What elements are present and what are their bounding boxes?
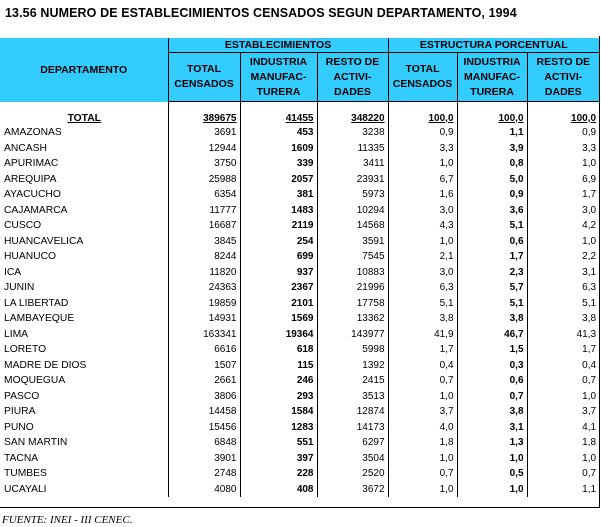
cell-resto: 14173 bbox=[317, 420, 388, 436]
cell-censados-pct: 1,0 bbox=[388, 451, 457, 467]
cell-resto: 3504 bbox=[317, 451, 388, 467]
table-row bbox=[0, 327, 599, 343]
cell-industria-pct: 5,1 bbox=[457, 296, 527, 312]
cell-resto-pct: 2,2 bbox=[527, 249, 599, 265]
source-note: FUENTE: INEI - III CENEC. bbox=[2, 514, 133, 526]
col-header-total-censados: TOTAL CENSADOS bbox=[168, 53, 240, 102]
total-resto-pct: 100,0 bbox=[527, 102, 599, 126]
cell-resto: 17758 bbox=[317, 296, 388, 312]
cell-censados: 3806 bbox=[168, 389, 240, 405]
col-header-resto: RESTO DE ACTIVI- DADES bbox=[317, 53, 388, 102]
cell-resto-pct: 4,2 bbox=[527, 218, 599, 234]
page-title: 13.56 NUMERO DE ESTABLECIMIENTOS CENSADOS SEGUN DEPARTAMENTO, 1994 bbox=[5, 6, 517, 20]
cell-resto-pct: 1,1 bbox=[527, 482, 599, 498]
table-row bbox=[0, 311, 599, 327]
cell-resto: 2415 bbox=[317, 373, 388, 389]
cell-industria-pct: 46,7 bbox=[457, 327, 527, 343]
cell-censados: 6848 bbox=[168, 435, 240, 451]
table-row bbox=[0, 404, 599, 420]
cell-censados: 1507 bbox=[168, 358, 240, 374]
cell-industria: 2119 bbox=[240, 218, 317, 234]
cell-industria-pct: 0,9 bbox=[457, 187, 527, 203]
cell-name: LORETO bbox=[4, 344, 47, 356]
cell-resto-pct: 1,0 bbox=[527, 156, 599, 172]
data-table bbox=[0, 38, 599, 497]
cell-name: HUANUCO bbox=[4, 251, 57, 263]
cell-name: ICA bbox=[4, 266, 22, 278]
cell-resto-pct: 3,8 bbox=[527, 311, 599, 327]
cell-name: LA LIBERTAD bbox=[4, 297, 69, 309]
cell-industria: 293 bbox=[240, 389, 317, 405]
cell-industria-pct: 3,8 bbox=[457, 404, 527, 420]
cell-resto-pct: 1,0 bbox=[527, 451, 599, 467]
cell-name: LIMA bbox=[4, 328, 29, 340]
cell-name: PUNO bbox=[4, 421, 34, 433]
table-row bbox=[0, 342, 599, 358]
cell-resto-pct: 0,4 bbox=[527, 358, 599, 374]
cell-resto: 23931 bbox=[317, 172, 388, 188]
cell-industria: 453 bbox=[240, 125, 317, 141]
cell-resto: 14568 bbox=[317, 218, 388, 234]
cell-censados-pct: 5,1 bbox=[388, 296, 457, 312]
cell-censados-pct: 1,7 bbox=[388, 342, 457, 358]
cell-censados-pct: 0,9 bbox=[388, 125, 457, 141]
table-row bbox=[0, 280, 599, 296]
cell-resto-pct: 1,7 bbox=[527, 187, 599, 203]
cell-industria-pct: 0,6 bbox=[457, 373, 527, 389]
cell-industria-pct: 1,5 bbox=[457, 342, 527, 358]
table-row bbox=[0, 373, 599, 389]
total-censados: 389675 bbox=[168, 102, 240, 126]
cell-resto-pct: 1,0 bbox=[527, 234, 599, 250]
cell-name: MOQUEGUA bbox=[4, 375, 66, 387]
cell-industria: 1584 bbox=[240, 404, 317, 420]
total-label: TOTAL bbox=[67, 113, 101, 124]
cell-censados-pct: 6,7 bbox=[388, 172, 457, 188]
table-row bbox=[0, 435, 599, 451]
cell-industria-pct: 0,6 bbox=[457, 234, 527, 250]
col-header-total-pct: TOTAL CENSADOS bbox=[388, 53, 457, 102]
cell-industria: 1609 bbox=[240, 141, 317, 157]
cell-name: TACNA bbox=[4, 452, 39, 464]
cell-censados-pct: 2,1 bbox=[388, 249, 457, 265]
cell-censados: 6616 bbox=[168, 342, 240, 358]
cell-name: AREQUIPA bbox=[4, 173, 57, 185]
cell-resto: 3591 bbox=[317, 234, 388, 250]
cell-industria-pct: 5,7 bbox=[457, 280, 527, 296]
table-row bbox=[0, 218, 599, 234]
total-industria-pct: 100,0 bbox=[457, 102, 527, 126]
cell-censados-pct: 0,4 bbox=[388, 358, 457, 374]
cell-resto: 3411 bbox=[317, 156, 388, 172]
cell-resto-pct: 41,3 bbox=[527, 327, 599, 343]
table-row bbox=[0, 451, 599, 467]
cell-industria: 699 bbox=[240, 249, 317, 265]
cell-resto: 5973 bbox=[317, 187, 388, 203]
cell-resto-pct: 3,3 bbox=[527, 141, 599, 157]
table-row bbox=[0, 156, 599, 172]
cell-censados: 6354 bbox=[168, 187, 240, 203]
table-row bbox=[0, 482, 599, 498]
cell-industria-pct: 1,1 bbox=[457, 125, 527, 141]
group-header-estructura: ESTRUCTURA PORCENTUAL bbox=[388, 38, 599, 53]
cell-industria: 339 bbox=[240, 156, 317, 172]
cell-censados: 3691 bbox=[168, 125, 240, 141]
cell-industria: 115 bbox=[240, 358, 317, 374]
cell-censados: 19859 bbox=[168, 296, 240, 312]
cell-resto-pct: 6,3 bbox=[527, 280, 599, 296]
cell-censados-pct: 4,0 bbox=[388, 420, 457, 436]
cell-resto: 143977 bbox=[317, 327, 388, 343]
cell-industria: 228 bbox=[240, 466, 317, 482]
cell-industria-pct: 1,0 bbox=[457, 482, 527, 498]
cell-censados: 3845 bbox=[168, 234, 240, 250]
cell-industria: 937 bbox=[240, 265, 317, 281]
cell-resto: 7545 bbox=[317, 249, 388, 265]
col-header-industria-pct: INDUSTRIA MANUFAC- TURERA bbox=[457, 53, 527, 102]
total-row bbox=[0, 102, 599, 126]
cell-censados: 12944 bbox=[168, 141, 240, 157]
cell-industria: 1483 bbox=[240, 203, 317, 219]
cell-industria-pct: 0,8 bbox=[457, 156, 527, 172]
cell-censados-pct: 3,7 bbox=[388, 404, 457, 420]
cell-censados: 24363 bbox=[168, 280, 240, 296]
table-row bbox=[0, 234, 599, 250]
cell-industria: 397 bbox=[240, 451, 317, 467]
cell-resto: 10883 bbox=[317, 265, 388, 281]
cell-resto: 3672 bbox=[317, 482, 388, 498]
cell-industria-pct: 1,3 bbox=[457, 435, 527, 451]
cell-industria: 1569 bbox=[240, 311, 317, 327]
cell-name: PASCO bbox=[4, 390, 40, 402]
cell-name: LAMBAYEQUE bbox=[4, 313, 75, 325]
cell-resto: 21996 bbox=[317, 280, 388, 296]
cell-name: TUMBES bbox=[4, 468, 47, 480]
cell-censados-pct: 6,3 bbox=[388, 280, 457, 296]
table-row bbox=[0, 389, 599, 405]
cell-censados: 163341 bbox=[168, 327, 240, 343]
table-row bbox=[0, 172, 599, 188]
cell-resto-pct: 5,1 bbox=[527, 296, 599, 312]
cell-industria: 551 bbox=[240, 435, 317, 451]
table-row bbox=[0, 466, 599, 482]
cell-censados: 4080 bbox=[168, 482, 240, 498]
cell-name: CUSCO bbox=[4, 220, 42, 232]
cell-censados-pct: 1,0 bbox=[388, 156, 457, 172]
cell-censados-pct: 1,8 bbox=[388, 435, 457, 451]
cell-censados-pct: 41,9 bbox=[388, 327, 457, 343]
cell-resto-pct: 3,0 bbox=[527, 203, 599, 219]
cell-name: AMAZONAS bbox=[4, 127, 62, 139]
cell-name: MADRE DE DIOS bbox=[4, 359, 87, 371]
cell-censados: 3901 bbox=[168, 451, 240, 467]
cell-resto: 2520 bbox=[317, 466, 388, 482]
cell-resto-pct: 1,0 bbox=[527, 389, 599, 405]
group-header-establecimientos: ESTABLECIMIENTOS bbox=[168, 38, 388, 53]
cell-resto-pct: 3,7 bbox=[527, 404, 599, 420]
cell-industria: 618 bbox=[240, 342, 317, 358]
cell-industria: 2101 bbox=[240, 296, 317, 312]
table-row bbox=[0, 203, 599, 219]
cell-industria-pct: 3,9 bbox=[457, 141, 527, 157]
cell-censados: 15456 bbox=[168, 420, 240, 436]
cell-resto-pct: 0,7 bbox=[527, 466, 599, 482]
cell-resto-pct: 1,7 bbox=[527, 342, 599, 358]
cell-industria-pct: 3,1 bbox=[457, 420, 527, 436]
total-industria: 41455 bbox=[240, 102, 317, 126]
cell-industria-pct: 2,3 bbox=[457, 265, 527, 281]
cell-censados-pct: 3,3 bbox=[388, 141, 457, 157]
cell-censados-pct: 3,0 bbox=[388, 203, 457, 219]
cell-censados: 14458 bbox=[168, 404, 240, 420]
cell-resto: 12874 bbox=[317, 404, 388, 420]
table-row bbox=[0, 296, 599, 312]
cell-industria-pct: 0,5 bbox=[457, 466, 527, 482]
cell-censados-pct: 3,8 bbox=[388, 311, 457, 327]
cell-industria-pct: 5,1 bbox=[457, 218, 527, 234]
cell-censados: 8244 bbox=[168, 249, 240, 265]
cell-industria-pct: 1,0 bbox=[457, 451, 527, 467]
cell-name: UCAYALI bbox=[4, 483, 47, 495]
cell-industria: 254 bbox=[240, 234, 317, 250]
cell-resto: 1392 bbox=[317, 358, 388, 374]
cell-industria: 2057 bbox=[240, 172, 317, 188]
cell-censados-pct: 0,7 bbox=[388, 466, 457, 482]
cell-resto-pct: 3,1 bbox=[527, 265, 599, 281]
cell-censados-pct: 1,6 bbox=[388, 187, 457, 203]
total-resto: 348220 bbox=[317, 102, 388, 126]
table-row bbox=[0, 141, 599, 157]
cell-censados-pct: 0,7 bbox=[388, 373, 457, 389]
cell-name: JUNIN bbox=[4, 282, 35, 294]
cell-censados: 2661 bbox=[168, 373, 240, 389]
cell-industria: 381 bbox=[240, 187, 317, 203]
cell-industria: 2367 bbox=[240, 280, 317, 296]
cell-censados-pct: 4,3 bbox=[388, 218, 457, 234]
cell-industria-pct: 5,0 bbox=[457, 172, 527, 188]
cell-resto: 6297 bbox=[317, 435, 388, 451]
cell-name: ANCASH bbox=[4, 142, 47, 154]
cell-resto-pct: 0,7 bbox=[527, 373, 599, 389]
table-row bbox=[0, 125, 599, 141]
cell-resto: 11335 bbox=[317, 141, 388, 157]
cell-name: SAN MARTIN bbox=[4, 437, 68, 449]
cell-censados-pct: 1,0 bbox=[388, 482, 457, 498]
cell-censados: 25988 bbox=[168, 172, 240, 188]
table-row bbox=[0, 420, 599, 436]
cell-resto-pct: 1,8 bbox=[527, 435, 599, 451]
cell-censados: 11820 bbox=[168, 265, 240, 281]
col-header-industria: INDUSTRIA MANUFAC- TURERA bbox=[240, 53, 317, 102]
cell-name: HUANCAVELICA bbox=[4, 235, 84, 247]
cell-name: APURIMAC bbox=[4, 158, 59, 170]
cell-industria: 1283 bbox=[240, 420, 317, 436]
cell-censados-pct: 1,0 bbox=[388, 234, 457, 250]
cell-censados: 16687 bbox=[168, 218, 240, 234]
cell-resto: 3513 bbox=[317, 389, 388, 405]
cell-resto: 13362 bbox=[317, 311, 388, 327]
cell-censados-pct: 3,0 bbox=[388, 265, 457, 281]
cell-industria: 408 bbox=[240, 482, 317, 498]
cell-name: PIURA bbox=[4, 406, 36, 418]
cell-industria-pct: 1,7 bbox=[457, 249, 527, 265]
table-row bbox=[0, 265, 599, 281]
cell-censados: 11777 bbox=[168, 203, 240, 219]
cell-resto: 3238 bbox=[317, 125, 388, 141]
cell-industria-pct: 0,3 bbox=[457, 358, 527, 374]
cell-censados: 3750 bbox=[168, 156, 240, 172]
table-row bbox=[0, 249, 599, 265]
table-row bbox=[0, 187, 599, 203]
cell-resto-pct: 0,9 bbox=[527, 125, 599, 141]
cell-industria: 19364 bbox=[240, 327, 317, 343]
cell-resto-pct: 6,9 bbox=[527, 172, 599, 188]
table-row bbox=[0, 358, 599, 374]
cell-industria-pct: 3,8 bbox=[457, 311, 527, 327]
cell-name: AYACUCHO bbox=[4, 189, 61, 201]
cell-resto-pct: 4,1 bbox=[527, 420, 599, 436]
cell-censados-pct: 1,0 bbox=[388, 389, 457, 405]
cell-resto: 10294 bbox=[317, 203, 388, 219]
cell-censados: 14931 bbox=[168, 311, 240, 327]
col-header-resto-pct: RESTO DE ACTIVI- DADES bbox=[527, 53, 599, 102]
cell-industria-pct: 0,7 bbox=[457, 389, 527, 405]
cell-industria-pct: 3,6 bbox=[457, 203, 527, 219]
total-censados-pct: 100,0 bbox=[388, 102, 457, 126]
col-header-departamento: DEPARTAMENTO bbox=[0, 38, 168, 102]
cell-censados: 2748 bbox=[168, 466, 240, 482]
cell-name: CAJAMARCA bbox=[4, 204, 68, 216]
cell-industria: 246 bbox=[240, 373, 317, 389]
cell-resto: 5998 bbox=[317, 342, 388, 358]
